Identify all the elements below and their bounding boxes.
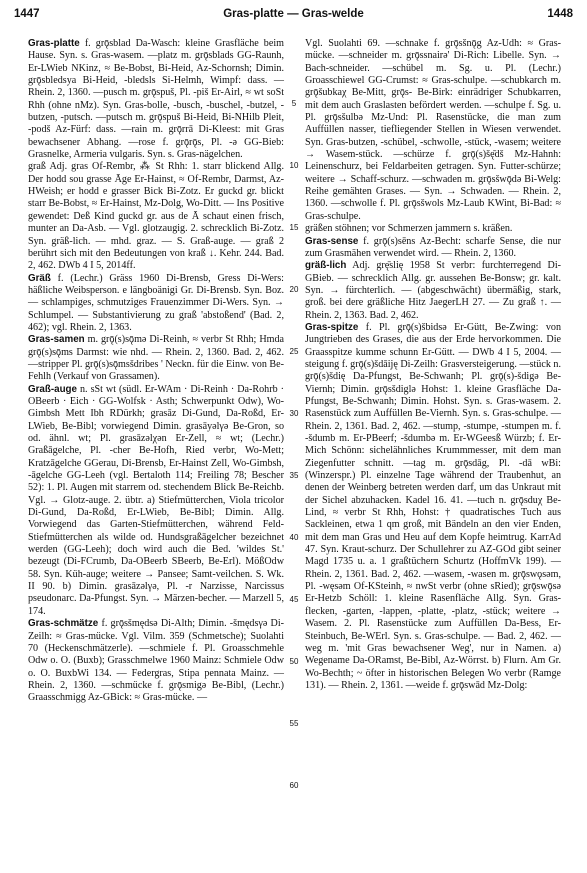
right-column xyxy=(305,38,561,692)
entry-text: f. grǭ(s)sēns Az-Becht: scharfe Sense, die nur zum Grasmähen verwendet wird. — Rhein. 2, 1360. xyxy=(305,235,561,259)
entry-text: Adj. grę̄slię 1958 St verbr: furchterregend Di-GBieb. — schrecklich Allg. gr. aussehen Be-Bonsw; gr. kalt. Syn. → fürchterlich. — (abgeschwächt) übermäßig, stark, groß. bei dere gräßliche Hitz JaegerLH 27. — Zu graß ↑. — Rhein. 2, 1363. Bad. 2, 462. xyxy=(305,260,561,321)
entry-gras-schmaetze xyxy=(28,618,284,704)
entry-text: f. Pl. grǭ(s)šbidsǝ Er-Gütt, Be-Zwing: von Jungtrieben des Grases, die aus der Erde hervorkommen. Die Graasspitze kumme schunn Er-Gütt. — DWb 4 I 5, 2004. —steigung f. grǭ(s)šdāiję Di-Zeilh: Grasversteigerung. —stück n. grǭ(s)šdię Da-Pfungst, Be-Schwanh; Pl. grǭ(s)-šdigǝ Be-Viernh; Dimin. grǭsšdiglǝ Hohst: 1. kleine Grasfläche Da-Pfungst, Be-Schwanh; Dimin. Hohst. Syn. s. Gras-wasem. 2. Rasenstück zum Auffüllen Be-Viernh. Syn. s. Gras-schulpe. — Rhein. 2, 1361. Bad. 2, 462. —stump, -stumpe, -stumpen m. f. -šdumb m. Er-PBeerf; -šdumbǝ m. Er-WGeesß Würzb; f. Er-Mich Schönn: sichelähnliches Krummmesser, mit dem man Ziegenfutter schnitt. —tag m. grǭsdāg, Pl. -dā wBi: (Winzerspr.) Pl. einzelne Tage während der Traubenhut, an denen der Weinberg betreten werden darf, um das Unkraut mit der Sichel abzuhacken. Kadel 16. 41. —tuch n. grǭsduχ Be-Lind, ≈ verbr St Rhh, Hohst: † quadratisches Tuch aus Sackleinen, etwa 1 qm groß, mit Bändeln an den vier Enden, mit dem man Gras und Heu auf dem Kopfe heimtrug. KarrAd 47. Syn. Kraut-schurz. Der Schullehrer zu AZ-GOd gibt seiner Magd 1735 u. a. 1 graßtüchern Schurtz (HoffmVk 199). — Rhein. 2, 1361. Bad. 2, 462. —wasem, -wasen m. grǭswǫsǝm, Pl. -węsǝm Of-KSteinh, ≈ nwSt verbr (ohne sRied); grǭswǭsǝ Er-Hetzb Schöll: 1. kleine Rasenfläche Allg. Syn. Gras-flecken, -garten, -lappen, -platte, -platz, -stück; weitere → Wasem. 2. Pl. Rasenstücke zum Auffüllen Da-Bess, Er-Steinbuch, Be-WErl. Syn. s. Gras-schulpe. — Bad. 2, 462. —weg m. 'mit Gras bewachsener Weg', nur in Namen. a) Wegename Da-ORamst, Be-Bibl, Az-Wörrst. b) Flurn. Am Gr. Wo-Bechth; ~ öfter in historischen Belegen Wo verbr (Ramge 131). — Rhein. 2, 1361. —weide f. grǭswād Mz-Dolg: xyxy=(305,321,561,691)
lemma: Gras-samen xyxy=(28,334,85,346)
entry-text: f. grǭsblad Da-Wasch: kleine Grasfläche beim Hause. Syn. s. Gras-wasem. —platz m. grǭsblads GG-Raunh, Er-LWieb NKinz, ≈ Be-Bobst, Bi-Heid, Az-Schornsh; Dimin. grǭsbledsya Bi-Heid, -bledsls Si-Helmh, Wimpf: dass. — Rhein. 2, 1360. —pusch m. grǭspuš, Pl. -piš Er-Airl, ≈ wt soSt Rhh (ohne nMz). Syn. Gras-bolle, -busch, -buschel, -butzel, -butzen, -putsch. —putsch m. grǭspuš Bi-Heid, Bi-NHilb Pleit, -podš Az-Fürf: dass. —rain m. grǭrrā Di-Kleest: mit Gras bewachsener Abhang. —rose f. grǭrǭs, Pl. -ǝ GG-Bieb: Grasnelke, Armeria vulgaris. Syn. s. Gras-nägelchen. xyxy=(28,38,284,161)
entry-graess-lich xyxy=(305,260,561,322)
lemma: gräß-lich xyxy=(305,260,347,272)
line-number: 45 xyxy=(289,595,299,604)
lemma: Gras-schmätze xyxy=(28,618,99,630)
line-number: 5 xyxy=(291,99,297,108)
entry-gras-samen xyxy=(28,334,284,383)
entry-text: graß Adj. gras Of-Rembr, ⁂ St Rhh: 1. starr blickend Allg. Der hodd sou grasse Āge Er-Hainst, ≈ Of-Rembr, Darmst, Az-HWeish; er hodd e grasser Bick Bi-Zotz. Er guckd gr. blickt starr Be-Bobst, ≈ Er-Hainst, Mz-Dolg, Wo-Ditt. — Ins Positive gewendet: Deß Kind guckd gr. aus de Ā schaut einen frisch, munter an Da-Asb. — Vgl. glotzaugig. 2. schrecklich Bi-Zotz. Syn. gräß-lich. — mhd. graz. — S. Graß-auge. — graß 2 berührt sich mit den Bedeutungen von kraß ↓. Kehr. 244. Bad. 2, 462. DWb 4 I 5, 2014ff. xyxy=(28,161,284,272)
entry-text: gräßen stöhnen; vor Schmerzen jammern s. kräßen. xyxy=(305,223,513,235)
entry-graess xyxy=(28,273,284,335)
line-number: 15 xyxy=(289,223,299,232)
left-column xyxy=(28,38,284,705)
line-number: 35 xyxy=(289,471,299,480)
entry-graessen xyxy=(305,223,561,235)
entry-text: f. (Lechr.) Gräss 1960 Di-Brensb, Gress Di-Wers: häßliche Weibsperson. e längboänigi Gr. Di-Brensb. Syn. Boz. — schlampiges, schmutziges Frauenzimmer Di-Wers. Syn. → Schlumpel. — Substantivierung zu graß 'abstoßend' (Bad. 2, 462); vgl. Rhein. 2, 1363. xyxy=(28,272,284,333)
line-number: 30 xyxy=(289,409,299,418)
entry-gras-spitze xyxy=(305,322,561,692)
lemma: Gräß xyxy=(28,272,51,284)
lemma: Gras-platte xyxy=(28,38,80,49)
entry-continuation xyxy=(305,38,561,223)
entry-text: f. grǭsšmędsǝ Di-Alth; Dimin. -šmędsγǝ Di-Zeilh: ≈ Gras-mücke. Vgl. Vilm. 359 (Schmetsche); Suolahti 70 (Heckenschmätzerle). —schmiele f. Pl. Groasschmehle Odw o. O. (Buxb); Grasschmelwe 1960 Mainz: Schmiele Odw o. O. BuxbWi 134. — Federgras, Stipa pennata Mainz. — Rhein. 2, 1360. —schmücke f. grǭsmigǝ Be-Bibl, (Lechr.) Graasschmigg Az-GBick: ≈ Gras-mücke. — xyxy=(28,618,284,704)
page-number-right: 1448 xyxy=(547,8,573,20)
page-number-left: 1447 xyxy=(14,8,40,20)
entry-grass-adj xyxy=(28,161,284,272)
entry-text: n. sSt wt (südl. Er-WAm · Di-Reinh · Da-Rohrb · OBeerb · Eich · GG-Wolfsk · Asth; Schwerpunkt Odw), Wo-Gimbsh Mett Ibh RDürkh; grasāz Di-Gund, Da-Roßd, Er-LWieb, Be-Bibl; vorwiegend Dimin. grasāyǝlγǝ Be-Gron, so od. ähnl. wt; Pl. grasāzǝlχǝn Er-Zell, ≈ wt; (Lechr.) Graßāgelche, Pl. -cher Be-Hofh, Ried verbr, Wo-Mett; Kratzāgelche GGerau, Di-Brensb, Er-Hainst Zell, Wo-Gimbsh, -āgelche GG-Leeh (vgl. Bertaloth 114; Freiling 78; Bescher 52): 1. Pl. Augen mit starrem od. stechendem Blick Be-Reichb. Vgl. → Glotz-auge. 2. übtr. a) Stiefmütterchen, Viola tricolor Di-Gund, Da-Roßd, Er-LWieb, Be-Bibl; Dimin. Allg. Vorwiegend das Garten-Stiefmütterchen, während Feld-Stiefmütterchen als wilde od. Hundsgraßāgelcher bezeichnet werden (GG-Leeh); doch wird auch die Bed. 'wildes St.' bezeugt (Di-FCrumb, Da-OBeerb SBeerb, Be-Erl). MößOdw 58. Syn. Küh-auge; weitere → Pansee; Samt-veilchen. S. Wk. II 90. b) Dimin. grasāzǝlγǝ, Pl. -r Narzisse, Narcissus pseudonarc. Da-Pfungst. Syn. → Märzen-becher. — Marzell 5, 174. xyxy=(28,383,284,617)
running-title: Gras-platte — Gras-welde xyxy=(223,8,364,20)
entry-gras-sense xyxy=(305,236,561,261)
lemma: Graß-auge xyxy=(28,383,77,395)
line-number: 60 xyxy=(289,781,299,790)
page-header xyxy=(14,8,573,26)
line-number: 50 xyxy=(289,657,299,666)
entry-gras-platte xyxy=(28,38,284,161)
entry-text: m. grǭ(s)sǭmǝ Di-Reinh, ≈ verbr St Rhh; Hmda grǭ(s)sǭms Darmst: wie nhd. — Rhein. 2, 1360. Bad. 2, 462. —stripper Pl. grǭ(s)sǭmsšdribes ' Neckn. für die Einw. von Be-Fehlh (Verkauf von Grassamen). xyxy=(28,334,284,383)
lemma: Gras-sense xyxy=(305,235,359,247)
line-number: 40 xyxy=(289,533,299,542)
lemma: Gras-spitze xyxy=(305,321,359,333)
entry-grass-auge xyxy=(28,384,284,619)
line-number: 25 xyxy=(289,347,299,356)
line-number: 20 xyxy=(289,285,299,294)
entry-text: Vgl. Suolahti 69. —schnake f. grǭsšnǭg Az-Udh: ≈ Gras-mücke. —schneider m. grǭssnairǝ' Di-Rich: Libelle. Syn. → Bach-schneider. —schübel m. Sg. u. Pl. (Lechr.) Groasschiewel GG-Crumst: ≈ Gras-schulpe. —schubkarch m. grǭšubkaχ Be-Mitt, grǭs- Be-Birk: einrädriger Schubkarren, mit dem auch Graslasten befördert werden. —schulpe f. Sg. u. Pl. grǭsšulbǝ Mz-Und: Pl. Rasenstücke, die man zum Auffüllen nasser, tiefliegender Stellen in Wiesen verwendet. Syn. Gras-butzen, -schübel, -schwolle, -stück, -wasem; weitere → Wasem-stück. —schürze f. grǭ(s)šę̄dš Mz-Hahnh: Leinenschurz, bei Feldarbeiten getragen. Syn. Futter-schürze; weitere → Schaff-schurz. —schwaden m. grǭsšwǭdǝ Bi-Welg: Reihe gemähten Grases. — Syn. → Schwaden. — Rhein. 2, 1360. —schwolle f. Pl. grǭsšwols Mz-Laub KWint, Bi-Bad: ≈ Gras-schulpe. xyxy=(305,38,561,222)
line-number: 55 xyxy=(289,719,299,728)
line-number: 10 xyxy=(289,161,299,170)
